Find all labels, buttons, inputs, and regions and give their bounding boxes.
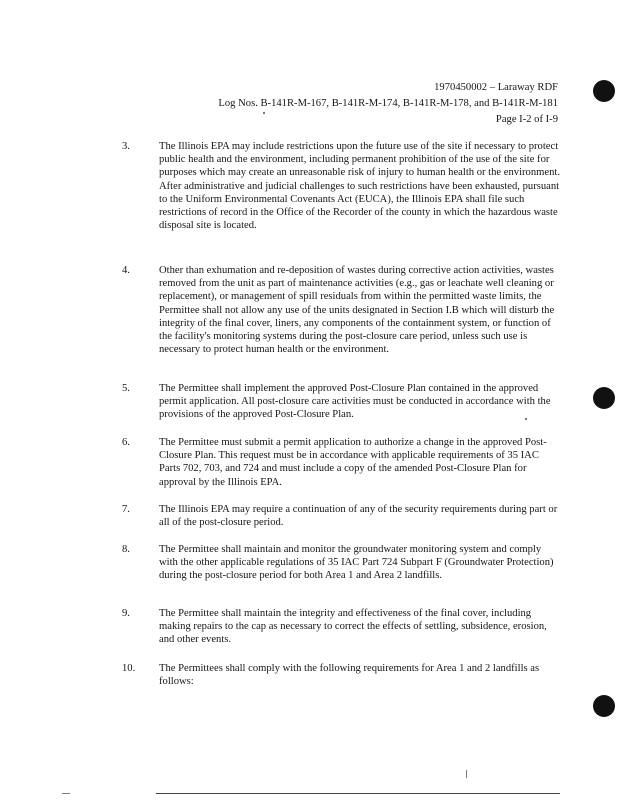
page-header [218, 80, 558, 128]
item-text: The Permittee shall implement the approved Post-Closure Plan contained in the approved permit application. All post-closure care activities must be conducted in accordance with the provisions of the approved Post-Closure Plan. [159, 383, 551, 421]
item-text: The Permittees shall comply with the following requirements for Area 1 and 2 landfills as follows: [159, 663, 540, 688]
item-number: 7. [122, 504, 130, 515]
list-item-7 [122, 503, 562, 529]
list-item-3 [122, 140, 562, 232]
bottom-rule [156, 793, 560, 794]
document-id: 1970450002 – Laraway RDF [434, 82, 558, 93]
item-text: The Permittee must submit a permit application to authorize a change in the approved Post-Closure Plan. This request must be in accordance with applicable requirements of 35 IAC Parts 702, 703, and 724 and must include a copy of the amended Post-Closure Plan for approval by the Illinois EPA. [159, 437, 547, 488]
list-item-5 [122, 382, 562, 422]
item-number: 4. [122, 265, 130, 276]
item-text: The Illinois EPA may require a continuation of any of the security requirements during part or all of the post-closure period. [159, 504, 558, 529]
scan-speck [466, 770, 467, 778]
list-item-10 [122, 662, 562, 688]
item-number: 6. [122, 437, 130, 448]
item-number: 10. [122, 663, 136, 674]
item-number: 5. [122, 383, 130, 394]
item-number: 9. [122, 608, 130, 619]
scan-speck [62, 793, 70, 794]
page-number: Page I-2 of I-9 [495, 114, 558, 125]
list-item-8 [122, 543, 562, 583]
item-text: Other than exhumation and re-deposition of wastes during corrective action activities, wastes removed from the unit as part of maintenance activities (e.g., gas or leachate well cleaning or replacement), or management of spill residuals from within the permitted waste limits, the Permittee shall not allow any use of the units designated in Section I.B which will disturb the integrity of the final cover, liners, any components of the containment system, or function of the facility's monitoring systems during the post-closure care period, unless such use is necessary to protect human health or the environment. [159, 265, 555, 356]
scan-speck [525, 418, 527, 420]
list-item-6 [122, 436, 562, 489]
punch-hole-middle [593, 387, 615, 409]
log-numbers: Log Nos. B-141R-M-167, B-141R-M-174, B-141R-M-178, and B-141R-M-181 [218, 98, 558, 109]
list-item-9 [122, 607, 562, 647]
list-item-4 [122, 264, 562, 356]
item-text: The Permittee shall maintain the integrity and effectiveness of the final cover, including making repairs to the cap as necessary to correct the effects of settling, subsidence, erosion, and other events. [159, 608, 547, 646]
item-number: 3. [122, 141, 130, 152]
item-text: The Permittee shall maintain and monitor the groundwater monitoring system and comply with the other applicable regulations of 35 IAC Part 724 Subpart F (Groundwater Protection) during the post-closure period for both Area 1 and Area 2 landfills. [159, 544, 554, 582]
item-text: The Illinois EPA may include restrictions upon the future use of the site if necessary to protect public health and the environment, including permanent prohibition of the use of the site for purposes which may create an unreasonable risk of injury to human health or the environment. After administrative and judicial challenges to such restrictions have been exhausted, pursuant to the Uniform Environmental Covenants Act (EUCA), the Illinois EPA shall file such restrictions of record in the Office of the Recorder of the county in which the hazardous waste disposal site is located. [159, 141, 560, 232]
punch-hole-bottom [593, 695, 615, 717]
item-number: 8. [122, 544, 130, 555]
scan-speck [263, 112, 265, 114]
punch-hole-top [593, 80, 615, 102]
